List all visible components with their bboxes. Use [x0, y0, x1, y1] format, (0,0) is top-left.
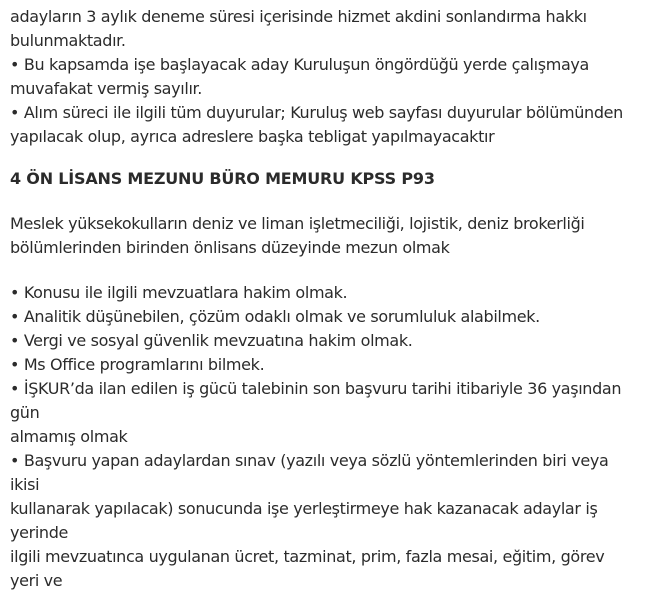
list-item: • Analitik düşünebilen, çözüm odaklı olmak ve sorumluluk alabilmek. [10, 307, 540, 326]
text-line: bölümlerinden birinden önlisans düzeyinde mezun olmak [10, 238, 450, 257]
text-line: muvafakat vermiş sayılır. [10, 79, 203, 98]
intro-paragraph [10, 212, 585, 260]
list-item: • Başvuru yapan adaylardan sınav (yazılı veya sözlü yöntemlerinden biri veya [10, 451, 609, 470]
text-line: Meslek yüksekokulların deniz ve liman işletmeciliği, lojistik, deniz brokerliği [10, 214, 585, 233]
list-item-continuation: kullanarak yapılacak) sonucunda işe yerleştirmeye hak kazanacak adaylar iş [10, 499, 598, 518]
text-line: yapılacak olup, ayrıca adreslere başka tebligat yapılmayacaktır [10, 127, 495, 146]
list-item: • İŞKUR’da ilan edilen iş gücü talebinin son başvuru tarihi itibariyle 36 yaşından [10, 379, 622, 398]
list-item-continuation: yeri ve [10, 571, 63, 590]
requirements-list [10, 281, 621, 593]
list-item-continuation: almamış olmak [10, 427, 128, 446]
list-item: • Ms Office programlarını bilmek. [10, 355, 265, 374]
text-line: adayların 3 aylık deneme süresi içerisinde hizmet akdini sonlandırma hakkı [10, 7, 587, 26]
list-item-continuation: ikisi [10, 475, 40, 494]
section-heading: 4 ÖN LİSANS MEZUNU BÜRO MEMURU KPSS P93 [10, 169, 435, 188]
top-paragraphs [10, 5, 623, 149]
list-item-continuation: yerinde [10, 523, 69, 542]
bullet-line: • Alım süreci ile ilgili tüm duyurular; Kuruluş web sayfası duyurular bölümünden [10, 103, 623, 122]
list-item: • Konusu ile ilgili mevzuatlara hakim olmak. [10, 283, 348, 302]
text-line: bulunmaktadır. [10, 31, 126, 50]
bullet-line: • Bu kapsamda işe başlayacak aday Kuruluşun öngördüğü yerde çalışmaya [10, 55, 589, 74]
list-item: • Vergi ve sosyal güvenlik mevzuatına hakim olmak. [10, 331, 413, 350]
list-item-continuation: gün [10, 403, 40, 422]
list-item-continuation: ilgili mevzuatınca uygulanan ücret, tazminat, prim, fazla mesai, eğitim, görev [10, 547, 605, 566]
